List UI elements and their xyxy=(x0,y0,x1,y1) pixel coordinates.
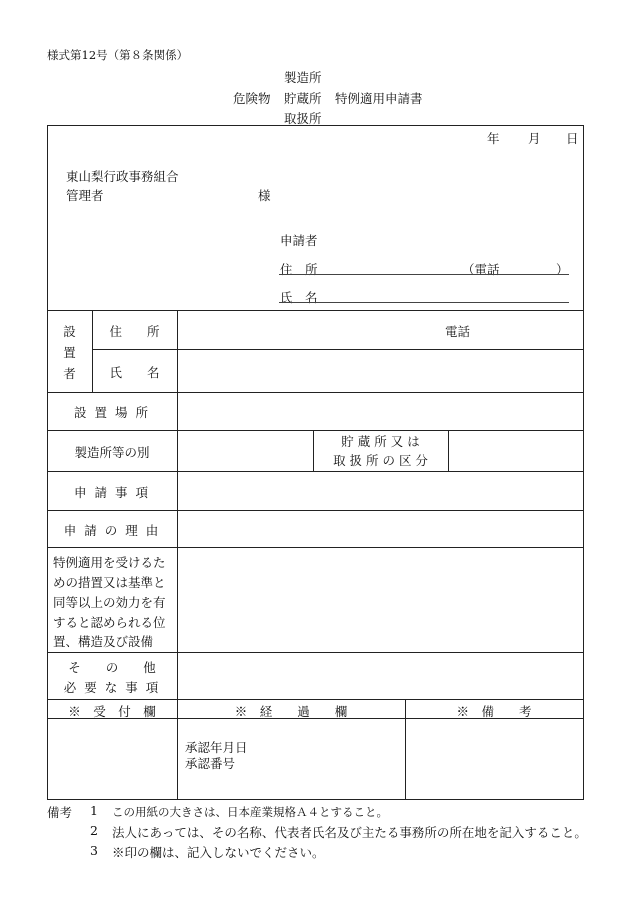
form-number: 様式第12号（第８条関係） xyxy=(47,48,189,62)
note-text: ※印の欄は、記入しないでください。 xyxy=(112,845,325,860)
progress-column-header: ※ 経 過 欄 xyxy=(234,704,348,719)
notes-heading: 備考 xyxy=(47,805,73,820)
installer-label-char: 者 xyxy=(63,366,76,381)
title-prefix: 危険物 xyxy=(233,91,271,106)
storage-classification-label-2: 取 扱 所 の 区 分 xyxy=(333,453,428,468)
title-manufacturing: 製造所 xyxy=(284,70,322,85)
note-text: この用紙の大きさは、日本産業規格Ａ４とすること。 xyxy=(112,805,388,819)
note-text: 法人にあっては、その名称、代表者氏名及び主たる事務所の所在地を記入すること。 xyxy=(112,825,587,840)
application-items-label: 申 請 事 項 xyxy=(74,485,150,500)
reception-cell xyxy=(48,719,176,798)
installer-label-char: 設 xyxy=(63,324,76,339)
title-suffix: 特例適用申請書 xyxy=(335,91,423,106)
recipient-title: 管理者 xyxy=(66,188,104,203)
note-number: 1 xyxy=(90,803,98,818)
installer-address-label: 住 所 xyxy=(109,324,160,339)
application-reason-label: 申 請 の 理 由 xyxy=(63,523,161,538)
title-handling: 取扱所 xyxy=(284,111,322,126)
applicant-phone-close: ） xyxy=(556,262,569,277)
frame-top-border xyxy=(47,125,584,126)
date-month-label: 月 xyxy=(528,131,541,146)
location-label: 設 置 場 所 xyxy=(74,405,150,420)
note-number: 2 xyxy=(90,823,98,838)
row-divider xyxy=(47,699,584,700)
frame-right-border xyxy=(583,125,584,799)
measures-label-line: すると認められる位 xyxy=(53,615,166,630)
facility-type-field[interactable] xyxy=(178,431,312,470)
title-storage: 貯蔵所 xyxy=(284,91,322,106)
reception-column-header: ※ 受 付 欄 xyxy=(68,704,156,719)
approval-date-label: 承認年月日 xyxy=(185,740,248,755)
applicant-address-field[interactable] xyxy=(279,274,569,275)
approval-number-label: 承認番号 xyxy=(185,756,236,771)
frame-bottom-border xyxy=(47,799,584,800)
measures-label-line: めの措置又は基準と xyxy=(53,575,166,590)
applicant-name-label: 氏 名 xyxy=(280,290,318,305)
remarks-column-header: ※ 備 考 xyxy=(456,704,532,719)
measures-label-line: 特例適用を受けるた xyxy=(53,555,166,570)
location-field[interactable] xyxy=(178,393,583,429)
remarks-cell xyxy=(406,719,582,798)
installer-label-char: 置 xyxy=(63,345,76,360)
installer-name-label: 氏 名 xyxy=(109,365,160,380)
recipient-org: 東山梨行政事務組合 xyxy=(66,169,179,184)
installer-address-field[interactable] xyxy=(178,311,583,348)
other-items-label-2: 必 要 な 事 項 xyxy=(63,680,161,695)
storage-classification-field[interactable] xyxy=(449,431,583,470)
note-number: 3 xyxy=(90,843,98,858)
date-day-label: 日 xyxy=(566,131,579,146)
application-reason-field[interactable] xyxy=(178,511,583,546)
date-year-label: 年 xyxy=(487,131,500,146)
application-items-field[interactable] xyxy=(178,472,583,509)
other-items-label-1: そ の 他 xyxy=(68,660,156,675)
measures-label-line: 同等以上の効力を有 xyxy=(53,595,166,610)
frame-left-border xyxy=(47,125,48,799)
measures-label-line: 置、構造及び設備 xyxy=(53,634,154,649)
applicant-label: 申請者 xyxy=(280,233,318,248)
measures-field[interactable] xyxy=(178,548,583,651)
applicant-phone-label: （電話 xyxy=(462,262,500,277)
honorific: 様 xyxy=(258,188,271,203)
applicant-name-field[interactable] xyxy=(279,302,569,303)
facility-type-label: 製造所等の別 xyxy=(74,445,150,460)
applicant-address-label: 住 所 xyxy=(280,262,318,277)
installer-name-field[interactable] xyxy=(178,350,583,391)
installer-phone-label: 電話 xyxy=(445,324,471,339)
storage-classification-label-1: 貯 蔵 所 又 は xyxy=(341,434,420,449)
other-items-field[interactable] xyxy=(178,653,583,698)
